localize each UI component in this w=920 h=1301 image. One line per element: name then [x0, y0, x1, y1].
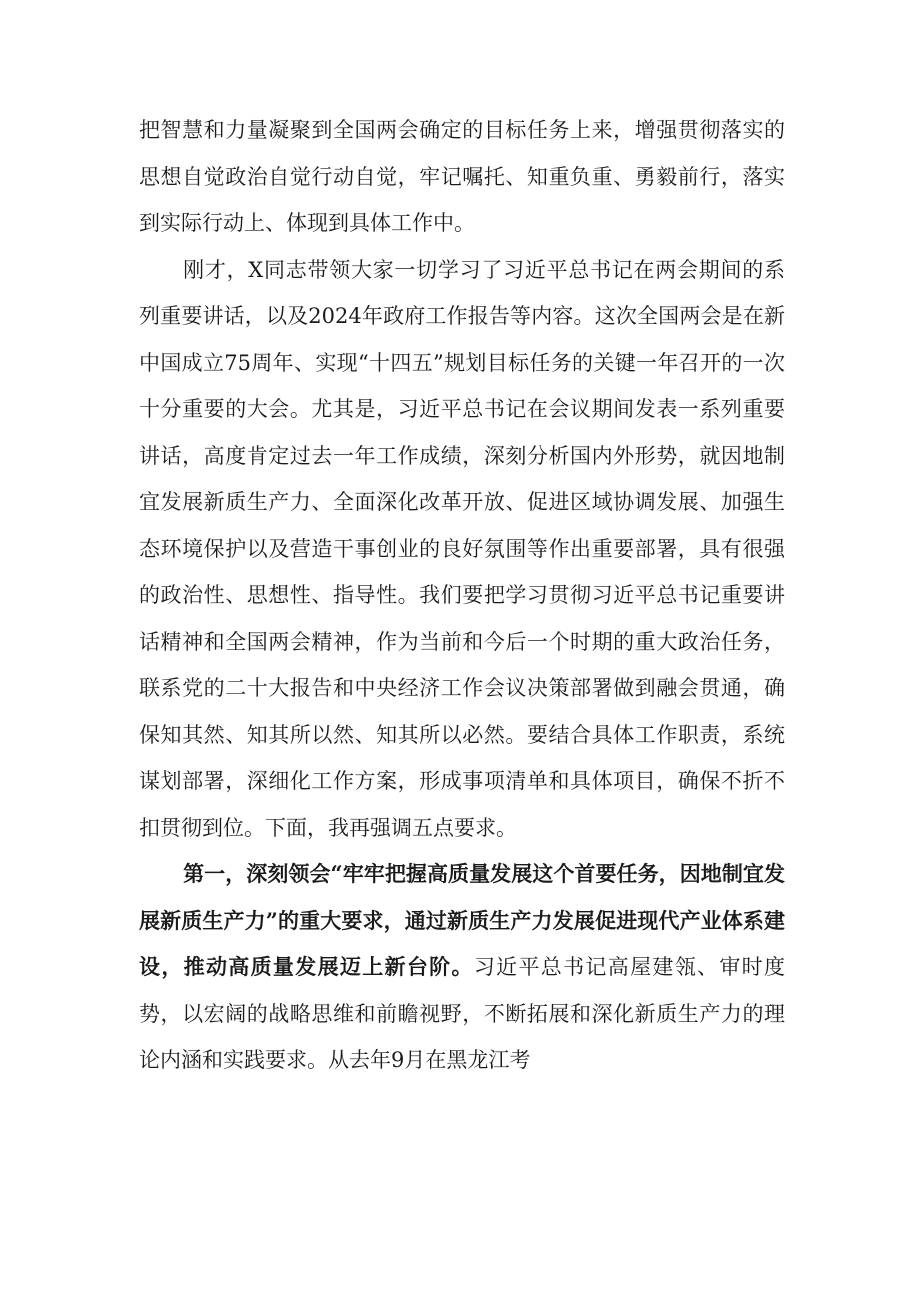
paragraph-3-text: 习近平总书记高屋建瓴、审时度势，以宏阔的战略思维和前瞻视野，不断拓展和深化新质生产力的理论内涵和实践要求。从去年9月在黑龙江考 [139, 955, 786, 1072]
paragraph-3 [139, 851, 785, 1084]
paragraph-1 [139, 107, 785, 247]
paragraph-2 [139, 247, 785, 852]
paragraph-2-text: 刚才，X同志带领大家一切学习了习近平总书记在两会期间的系列重要讲话，以及2024年政府工作报告等内容。这次全国两会是在新中国成立75周年、实现“十四五”规划目标任务的关键一年召开的一次十分重要的大会。尤其是，习近平总书记在会议期间发表一系列重要讲话，高度肯定过去一年工作成绩，深刻分析国内外形势，就因地制宜发展新质生产力、全面深化改革开放、促进区域协调发展、加强生态环境保护以及营造干事创业的良好氛围等作出重要部署，具有很强的政治性、思想性、指导性。我们要把学习贯彻习近平总书记重要讲话精神和全国两会精神，作为当前和今后一个时期的重大政治任务，联系党的二十大报告和中央经济工作会议决策部署做到融会贯通，确保知其然、知其所以然、知其所以必然。要结合具体工作职责，系统谋划部署，深细化工作方案，形成事项清单和具体项目，确保不折不扣贯彻到位。下面，我再强调五点要求。 [139, 257, 785, 840]
paragraph-3-bold-lead: 第一，深刻领会“牢牢把握高质量发展这个首要任务，因地制宜发展新质生产力”的重大要求，通过新质生产力发展促进现代产业体系建设，推动高质量发展迈上新台阶。 [139, 861, 785, 979]
paragraph-1-text: 把智慧和力量凝聚到全国两会确定的目标任务上来，增强贯彻落实的思想自觉政治自觉行动自觉，牢记嘱托、知重负重、勇毅前行，落实到实际行动上、体现到具体工作中。 [139, 118, 785, 235]
document-body [139, 107, 785, 1084]
